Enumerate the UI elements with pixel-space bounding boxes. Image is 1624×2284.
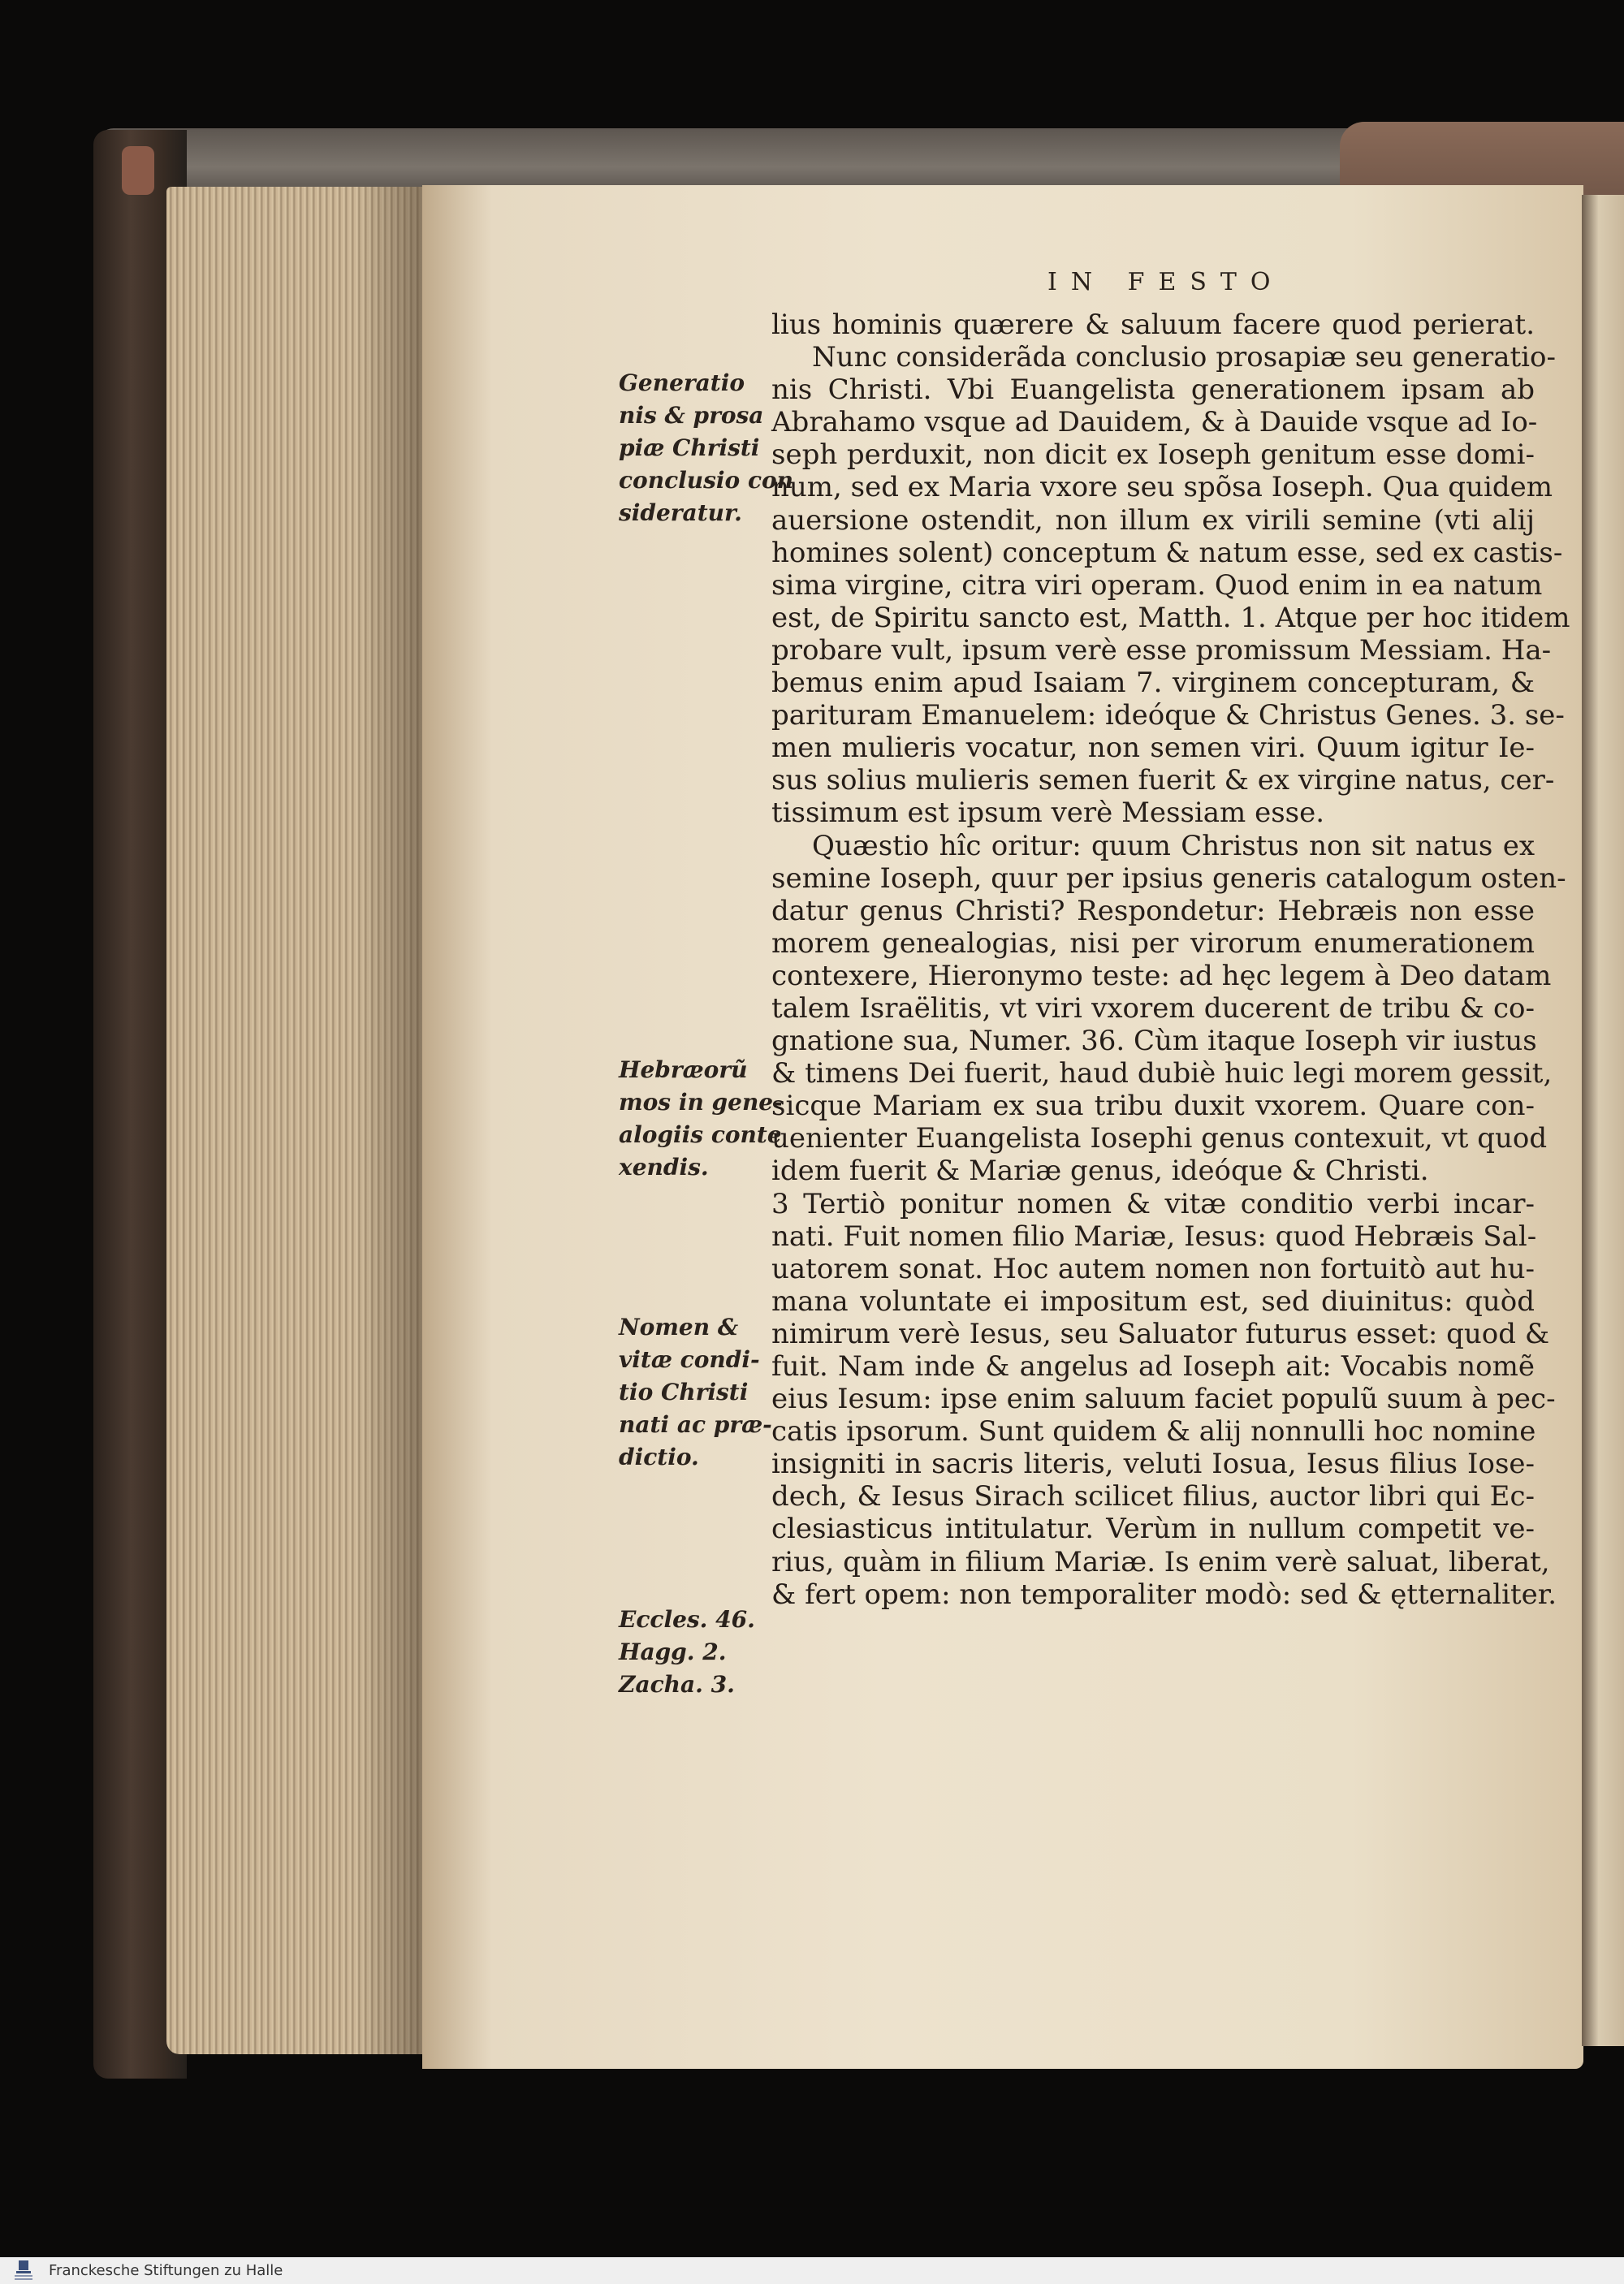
body-line: sicque Mariam ex sua tribu duxit vxorem. Quare con- <box>771 1090 1535 1123</box>
body-line: gnatione sua, Numer. 36. Cùm itaque Ioseph vir iustus <box>771 1025 1537 1058</box>
body-line: 3 Tertiò ponitur nomen & vitæ conditio verbi incar- <box>771 1187 1535 1220</box>
margin-note: Hebræorũ mos in gene- alogiis conte xendis. <box>619 1056 783 1181</box>
facing-page-edge <box>1582 195 1624 2046</box>
body-line: rius, quàm in filium Mariæ. Is enim verè saluat, liberat, <box>771 1545 1550 1578</box>
body-line: auersione ostendit, non illum ex virili semine (vti alij <box>771 503 1535 537</box>
body-line: contexere, Hieronymo teste: ad hęc legem à Deo datam <box>771 959 1552 992</box>
running-title: IN FESTO <box>1047 268 1285 296</box>
body-line: Nunc considerãda conclusio prosapiæ seu generatio- <box>812 341 1557 374</box>
body-line: mana voluntate ei impositum est, sed diuinitus: quòd <box>771 1284 1535 1318</box>
body-line: parituram Emanuelem: ideóque & Christus Genes. 3. se- <box>771 699 1565 732</box>
body-line: eius Iesum: ipse enim saluum faciet populũ suum à pec- <box>771 1383 1556 1416</box>
body-line: & fert opem: non temporaliter modò: sed & ętternaliter. <box>771 1578 1557 1611</box>
institution-logo-icon <box>11 2259 36 2282</box>
body-line: num, sed ex Maria vxore seu spõsa Ioseph. Qua quidem <box>771 471 1553 504</box>
body-line: uatorem sonat. Hoc autem nomen non fortuitò aut hu- <box>771 1252 1535 1285</box>
margin-note: Generatio nis & prosa piæ Christi conclusio con sideratur. <box>619 369 794 526</box>
body-line: semine Ioseph, quur per ipsius generis catalogum osten- <box>771 861 1566 895</box>
body-line: Quæstio hîc oritur: quum Christus non sit natus ex <box>812 829 1535 862</box>
body-line: bemus enim apud Isaiam 7. virginem concepturam, & <box>771 667 1535 700</box>
body-line: homines solent) conceptum & natum esse, sed ex castis- <box>771 536 1563 569</box>
margin-note: Nomen & vitæ condi- tio Christi nati ac præ- dictio. <box>619 1314 772 1470</box>
body-line: insigniti in sacris literis, veluti Iosua, Iesus filius Iose- <box>771 1448 1535 1481</box>
body-line: sima virgine, citra viri operam. Quod enim in ea natum <box>771 568 1543 602</box>
body-line: datur genus Christi? Respondetur: Hebræis non esse <box>771 894 1535 927</box>
body-line: probare vult, ipsum verè esse promissum Messiam. Ha- <box>771 633 1552 667</box>
body-line: men mulieris vocatur, non semen viri. Quum igitur Ie- <box>771 732 1535 765</box>
body-line: morem genealogias, nisi per virorum enumerationem <box>771 926 1535 960</box>
body-line: fuit. Nam inde & angelus ad Ioseph ait: Vocabis nomẽ <box>771 1350 1535 1383</box>
body-line: sus solius mulieris semen fuerit & ex virgine natus, cer- <box>771 764 1555 797</box>
body-line: idem fuerit & Mariæ genus, ideóque & Christi. <box>771 1155 1429 1188</box>
body-line: nati. Fuit nomen filio Mariæ, Iesus: quod Hebræis Sal- <box>771 1220 1537 1253</box>
body-line: est, de Spiritu sancto est, Matth. 1. Atque per hoc itidem <box>771 601 1570 634</box>
book-edge-strip <box>122 146 154 195</box>
body-line: uenienter Euangelista Iosephi genus contexuit, vt quod <box>771 1122 1548 1155</box>
gutter-shadow <box>357 187 430 2054</box>
body-line: seph perduxit, non dicit ex Ioseph genitum esse domi- <box>771 438 1535 472</box>
body-line: & timens Dei fuerit, haud dubiè huic legi morem gessit, <box>771 1057 1553 1090</box>
body-line: nimirum verè Iesus, seu Saluator futurus esset: quod & <box>771 1317 1550 1350</box>
body-text <box>771 309 1570 1611</box>
body-line: clesiasticus intitulatur. Verùm in nullum competit ve- <box>771 1513 1535 1546</box>
body-line: dech, & Iesus Sirach scilicet filius, auctor libri qui Ec- <box>771 1480 1535 1513</box>
body-line: tissimum est ipsum verè Messiam esse. <box>771 797 1325 830</box>
body-line: nis Christi. Vbi Euangelista generationem ipsam ab <box>771 373 1535 407</box>
body-line: Abrahamo vsque ad Dauidem, & à Dauide vsque ad Io- <box>771 406 1538 439</box>
body-line: catis ipsorum. Sunt quidem & alij nonnulli hoc nomine <box>771 1415 1536 1449</box>
body-line: lius hominis quærere & saluum facere quod perierat. <box>771 309 1535 341</box>
footer-institution: Franckesche Stiftungen zu Halle <box>49 2262 283 2279</box>
margin-note: Eccles. 46. Hagg. 2. Zacha. 3. <box>619 1606 755 1698</box>
body-line: talem Israëlitis, vt viri vxorem ducerent de tribu & co- <box>771 991 1535 1025</box>
